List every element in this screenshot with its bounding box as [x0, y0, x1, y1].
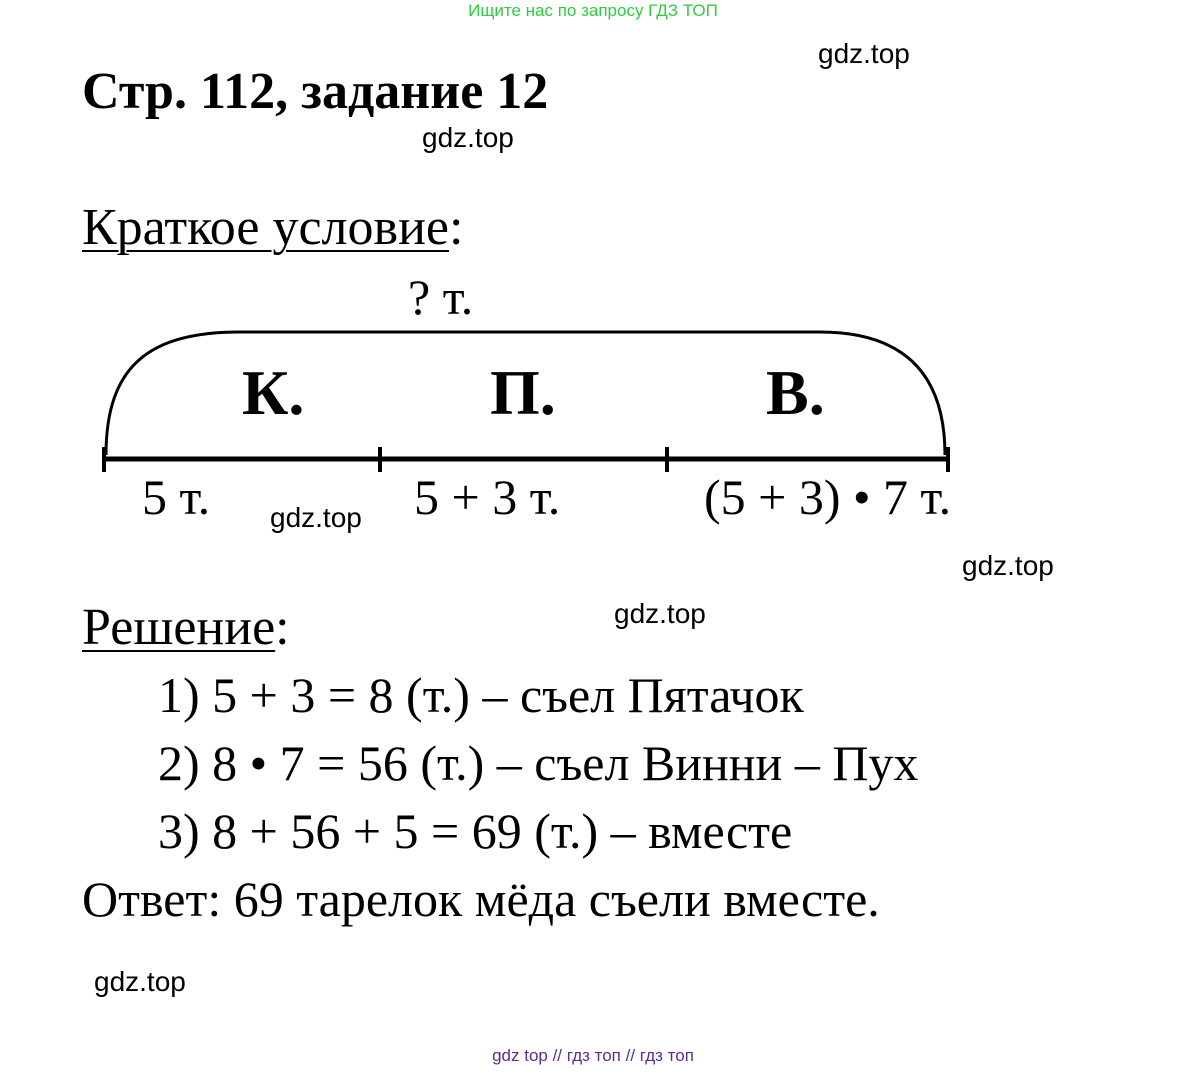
segment-value-p: 5 + 3 т. — [414, 469, 561, 525]
watermark: gdz.top — [94, 966, 186, 997]
segment-letter-p: П. — [490, 357, 556, 428]
watermark: gdz.top — [270, 502, 362, 533]
solution-heading-text: Решение — [82, 599, 276, 656]
condition-heading-text: Краткое условие — [82, 199, 449, 256]
solution-heading-colon: : — [275, 599, 290, 656]
search-banner[interactable]: Ищите нас по запросу ГДЗ ТОП — [468, 1, 718, 20]
segment-letter-k: К. — [242, 357, 305, 428]
solution-step-1: 1) 5 + 3 = 8 (т.) – съел Пятачок — [158, 667, 804, 723]
condition-heading-colon: : — [448, 199, 464, 256]
segment-value-k: 5 т. — [142, 469, 211, 525]
segment-value-v: (5 + 3) • 7 т. — [704, 469, 952, 525]
watermark: gdz.top — [818, 38, 910, 69]
answer-line: Ответ: 69 тарелок мёда съели вместе. — [82, 871, 880, 927]
watermark: gdz.top — [962, 550, 1054, 581]
solution-step-3: 3) 8 + 56 + 5 = 69 (т.) – вместе — [158, 803, 793, 859]
page-title: Стр. 112, задание 12 — [82, 63, 549, 120]
solution-heading — [82, 598, 290, 657]
segment-letter-v: В. — [766, 357, 825, 428]
footer-links[interactable]: gdz top // гдз топ // гдз топ — [492, 1046, 694, 1065]
total-label: ? т. — [408, 269, 474, 325]
watermark: gdz.top — [614, 598, 706, 629]
solution-step-2: 2) 8 • 7 = 56 (т.) – съел Винни – Пух — [158, 735, 919, 791]
watermark: gdz.top — [422, 122, 514, 153]
